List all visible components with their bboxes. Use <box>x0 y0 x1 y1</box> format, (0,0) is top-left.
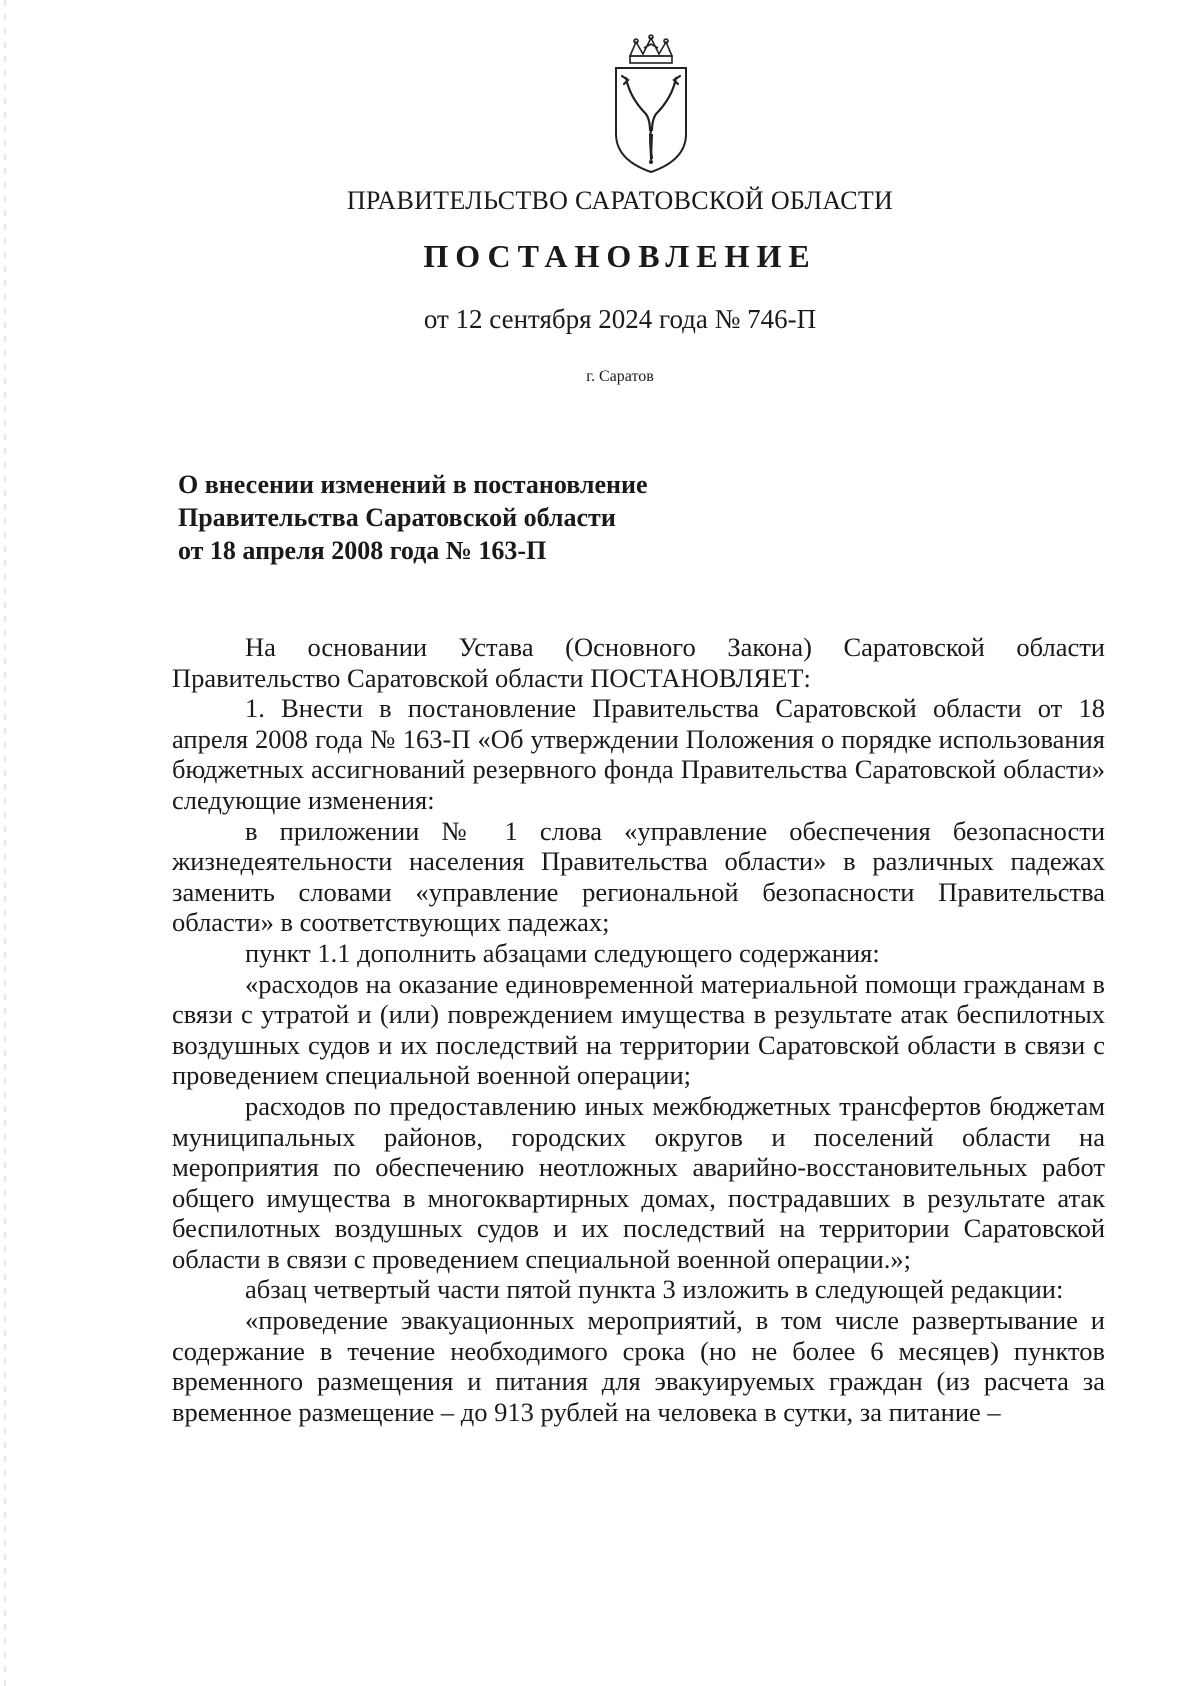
body-paragraph-basis: На основании Устава (Основного Закона) Саратовской области Правительство Саратовской области ПОСТАНОВЛЯЕТ: <box>172 632 1105 693</box>
body-paragraph: абзац четвертый части пятой пункта 3 изложить в следующей редакции: <box>245 1274 1064 1305</box>
subject-line: Правительства Саратовской области <box>178 503 616 532</box>
subject-line: О внесении изменений в постановление <box>178 470 648 499</box>
document-date-number: от 12 сентября 2024 года № 746-П <box>423 304 817 334</box>
document-city: г. Саратов <box>586 368 654 385</box>
body-paragraph: в приложении № 1 слова «управление обеспечения безопасности жизнедеятельности населения Правительства области» в различных падежах заменить словами «управление региональной безопасности Правительства области» в соответствующих падежах; <box>172 815 1105 938</box>
body-paragraph: «расходов на оказание единовременной материальной помощи гражданам в связи с утратой и (или) повреждением имущества в результате атак беспилотных воздушных судов и их последствий на территории Саратовской области в связи с проведением специальной военной операции; <box>172 968 1105 1091</box>
subject-line: от 18 апреля 2008 года № 163-П <box>178 536 547 565</box>
saratov-coat-of-arms-icon <box>608 34 694 174</box>
government-name: ПРАВИТЕЛЬСТВО САРАТОВСКОЙ ОБЛАСТИ <box>346 186 894 215</box>
body-paragraph-item-1: 1. Внести в постановление Правительства Саратовской области от 18 апреля 2008 года № 163-П «Об утверждении Положения о порядке использования бюджетных ассигнований резервного фонда Правительства Саратовской области» следующие изменения: <box>172 693 1105 815</box>
body-paragraph: пункт 1.1 дополнить абзацами следующего содержания: <box>245 937 880 968</box>
body-paragraph: расходов по предоставлению иных межбюджетных трансфертов бюджетам муниципальных районов, городских округов и поселений области на мероприятия по обеспечению неотложных аварийно-восстановительных работ общего имущества в многоквартирных домах, пострадавших в результате атак беспилотных воздушных судов и их последствий на территории Саратовской области в связи с проведением специальной военной операции.»; <box>172 1090 1105 1274</box>
document-subject <box>178 468 648 567</box>
document-body <box>172 632 1105 1427</box>
body-paragraph: «проведение эвакуационных мероприятий, в том числе развертывание и содержание в течение необходимого срока (но не более 6 месяцев) пунктов временного размещения и питания для эвакуируемых граждан (из расчета за временное размещение – до 913 рублей на человека в сутки, за питание – <box>172 1305 1105 1427</box>
document-type: ПОСТАНОВЛЕНИЕ <box>423 238 817 274</box>
